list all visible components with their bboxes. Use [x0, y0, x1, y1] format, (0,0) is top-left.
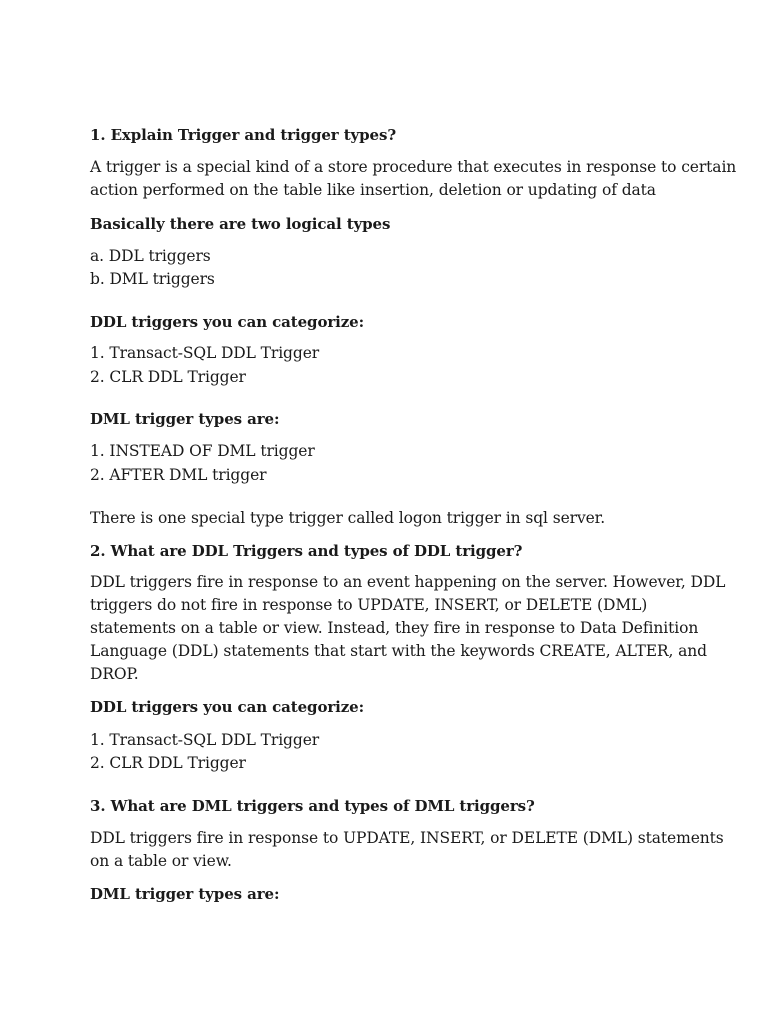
section-3-body-line-1: DDL triggers fire in response to UPDATE, INSERT, or DELETE (DML) statements	[90, 829, 724, 847]
section-3-heading: 3. What are DML triggers and types of DML triggers?	[90, 797, 535, 815]
logical-types-heading: Basically there are two logical types	[90, 215, 391, 233]
section-2-heading: 2. What are DDL Triggers and types of DDL trigger?	[90, 542, 523, 560]
dml-types-heading: DML trigger types are:	[90, 410, 280, 428]
section-2-list-heading: DDL triggers you can categorize:	[90, 698, 365, 716]
section-2-body-line-2: triggers do not fire in response to UPDATE, INSERT, or DELETE (DML)	[90, 596, 648, 614]
ddl-category-item: 1. Transact-SQL DDL Trigger	[90, 344, 320, 362]
dml-type-item: 2. AFTER DML trigger	[90, 466, 267, 484]
logon-trigger-note: There is one special type trigger called logon trigger in sql server.	[90, 509, 606, 527]
ddl-category-item: 2. CLR DDL Trigger	[90, 754, 246, 772]
section-2-body-line-4: Language (DDL) statements that start with the keywords CREATE, ALTER, and	[90, 642, 707, 660]
section-1-intro-line-2: action performed on the table like insertion, deletion or updating of data	[90, 181, 656, 199]
ddl-categories-heading: DDL triggers you can categorize:	[90, 313, 365, 331]
ddl-category-item: 2. CLR DDL Trigger	[90, 368, 246, 386]
section-3-list-heading: DML trigger types are:	[90, 885, 280, 903]
section-3-body-line-2: on a table or view.	[90, 852, 232, 870]
section-2-body-line-3: statements on a table or view. Instead, they fire in response to Data Definition	[90, 619, 699, 637]
trigger-type-item: b. DML triggers	[90, 270, 215, 288]
section-1-intro-line-1: A trigger is a special kind of a store procedure that executes in response to certain	[90, 158, 737, 176]
ddl-category-item: 1. Transact-SQL DDL Trigger	[90, 731, 320, 749]
trigger-type-item: a. DDL triggers	[90, 247, 211, 265]
section-1-heading: 1. Explain Trigger and trigger types?	[90, 126, 397, 144]
dml-type-item: 1. INSTEAD OF DML trigger	[90, 442, 315, 460]
section-2-body-line-1: DDL triggers fire in response to an event happening on the server. However, DDL	[90, 573, 726, 591]
section-2-body-line-5: DROP.	[90, 665, 139, 683]
